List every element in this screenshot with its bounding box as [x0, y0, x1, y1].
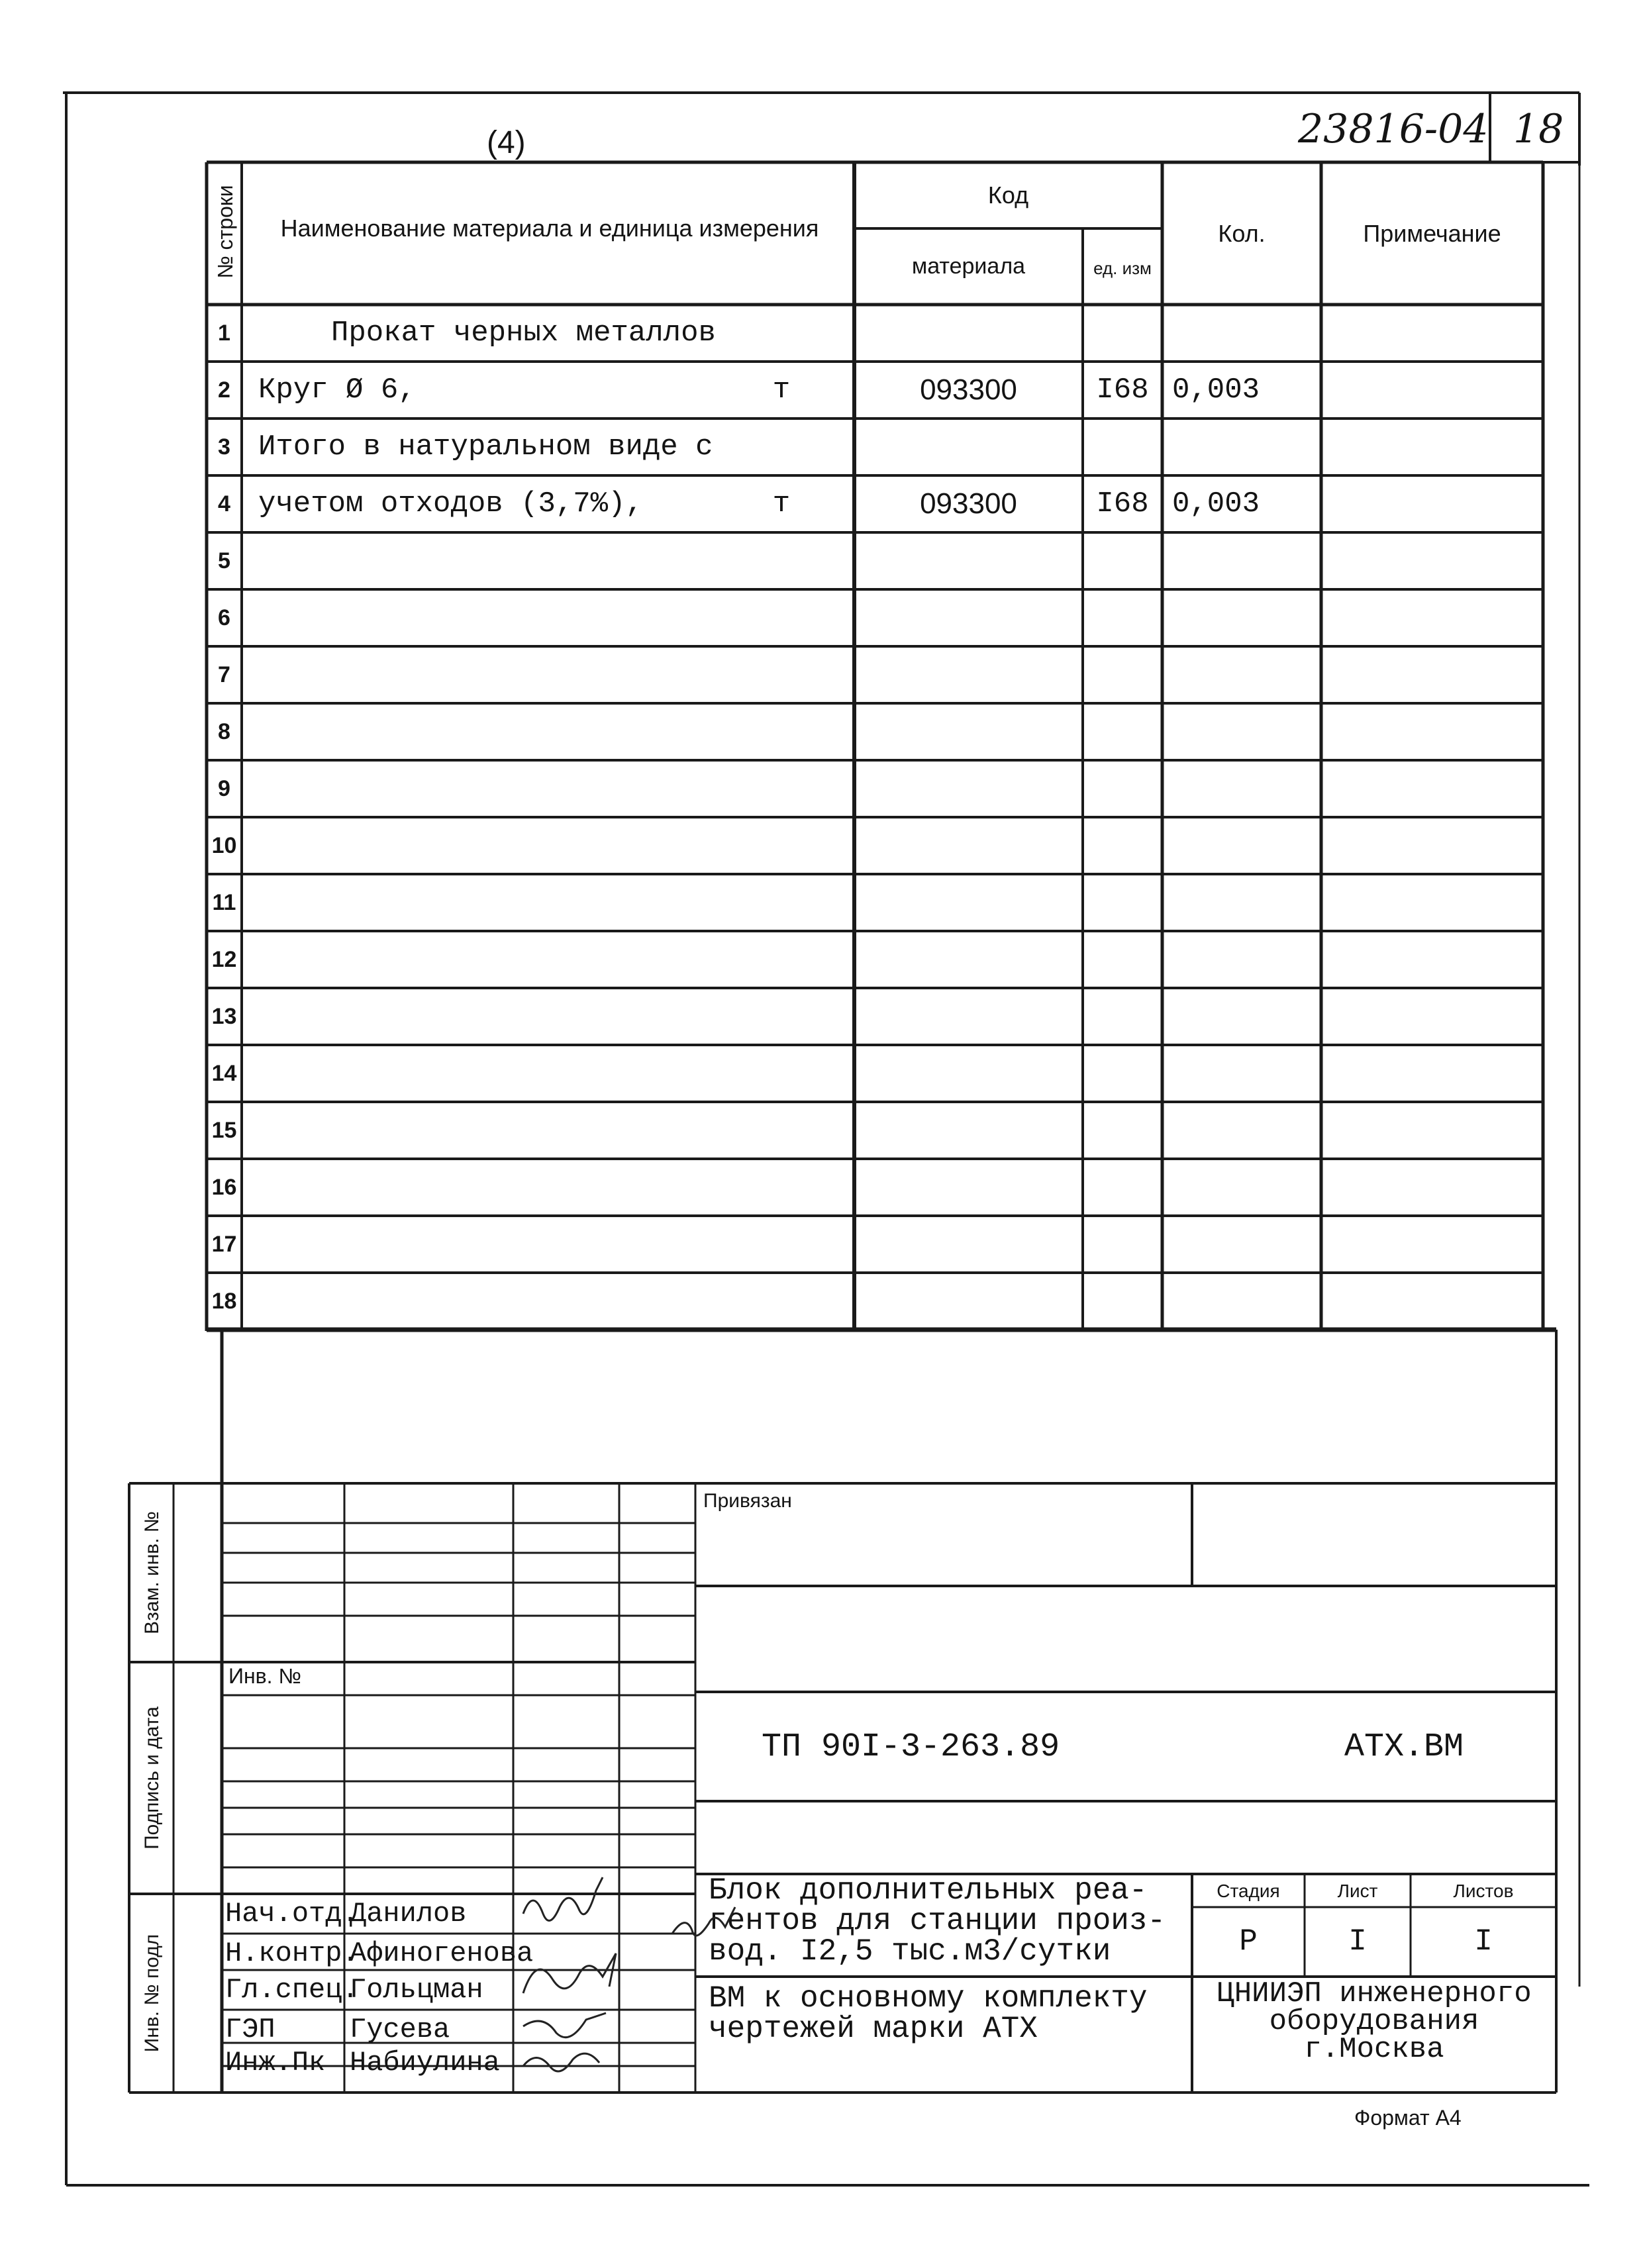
row-number: 2: [218, 377, 230, 403]
header-kod: Код: [987, 181, 1029, 209]
subtitle-line: ВМ к основному комплекту: [709, 1981, 1148, 2016]
material-name: Итого в натуральном виде с: [258, 430, 713, 464]
header-note: Примечание: [1363, 219, 1501, 247]
material-code: 093300: [920, 373, 1017, 406]
material-name: Круг Ø 6,: [258, 373, 416, 407]
document-mark: АТХ.ВМ: [1344, 1728, 1464, 1766]
header-kod-material: материала: [911, 254, 1026, 279]
title-line: вод. I2,5 тыс.м3/сутки: [709, 1934, 1111, 1969]
paper-format: Формат А4: [1354, 2106, 1462, 2130]
sheet-number: 18: [1513, 106, 1564, 152]
title-line: Блок дополнительных реа-: [709, 1873, 1148, 1908]
side-label-vzam: Взам. инв. №: [141, 1511, 163, 1634]
unit-code: I68: [1096, 373, 1149, 407]
side-label-podpis: Подпись и дата: [141, 1706, 163, 1849]
signature-mark: [523, 2053, 599, 2071]
material-code: 093300: [920, 487, 1017, 520]
sheet-label: Лист: [1337, 1881, 1378, 1901]
row-number: 10: [211, 832, 237, 858]
privyazan-label: Привязан: [703, 1490, 792, 1512]
sheets-label: Листов: [1453, 1881, 1514, 1901]
row-number: 6: [218, 605, 230, 630]
section-number: (4): [487, 125, 526, 160]
row-number: 9: [218, 775, 230, 801]
org-line: оборудования: [1269, 2005, 1479, 2038]
stage-label: Стадия: [1217, 1881, 1280, 1901]
side-label-inv-podl: Инв. № подл: [141, 1934, 163, 2053]
row-number: 3: [218, 434, 230, 460]
signer-name: Гольцман: [350, 1974, 483, 2006]
material-name: учетом отходов (3,7%),: [258, 487, 643, 520]
row-number: 16: [211, 1174, 237, 1200]
row-number: 15: [211, 1117, 237, 1143]
sheet-value: I: [1348, 1924, 1367, 1959]
signer-name: Гусева: [350, 2014, 450, 2046]
org-line: г.Москва: [1304, 2033, 1444, 2066]
subtitle-line: чертежей марки АТХ: [709, 2012, 1038, 2046]
header-row-no: № строки: [213, 185, 237, 279]
signer-name: Набиулина: [350, 2047, 500, 2079]
signature-mark: [523, 1953, 616, 1993]
document-code: 23816-04: [1298, 106, 1489, 152]
header-kod-unit: ед. изм: [1093, 258, 1152, 278]
stage-value: Р: [1239, 1924, 1258, 1959]
row-number: 12: [211, 946, 237, 972]
header-name: Наименование материала и единица измерения: [280, 215, 819, 242]
signer-role: Нач.отд.: [225, 1898, 359, 1930]
unit-code: I68: [1096, 487, 1149, 520]
inv-no-label: Инв. №: [228, 1664, 301, 1688]
signer-role: Инж.Пк: [225, 2047, 326, 2079]
signer-role: ГЭП: [225, 2014, 275, 2046]
row-number: 1: [218, 320, 230, 346]
material-name: Прокат черных металлов: [331, 317, 716, 350]
signer-role: Гл.спец.: [225, 1974, 359, 2006]
row-number: 4: [218, 491, 230, 517]
row-number: 8: [218, 718, 230, 744]
quantity: 0,003: [1172, 487, 1260, 520]
signer-role: Н.контр.: [225, 1938, 359, 1969]
row-number: 5: [218, 548, 230, 573]
org-line: ЦНИИЭП инженерного: [1217, 1977, 1532, 2010]
signature-mark: [672, 1907, 735, 1936]
header-qty: Кол.: [1218, 219, 1266, 247]
row-number: 7: [218, 662, 230, 687]
signer-name: Афиногенова: [350, 1938, 534, 1969]
signature-mark: [523, 1877, 603, 1920]
row-number: 14: [211, 1060, 237, 1086]
quantity: 0,003: [1172, 373, 1260, 407]
title-line: гентов для станции произ-: [709, 1904, 1166, 1938]
material-unit: т: [772, 373, 791, 407]
signature-mark: [523, 2013, 606, 2038]
row-number: 18: [211, 1288, 237, 1314]
row-number: 17: [211, 1231, 237, 1257]
material-unit: т: [772, 487, 791, 520]
signer-name: Данилов: [350, 1898, 467, 1930]
row-number: 13: [211, 1003, 237, 1029]
row-number: 11: [212, 889, 236, 915]
sheets-value: I: [1474, 1924, 1493, 1959]
project-code: ТП 90I-3-263.89: [762, 1728, 1060, 1766]
